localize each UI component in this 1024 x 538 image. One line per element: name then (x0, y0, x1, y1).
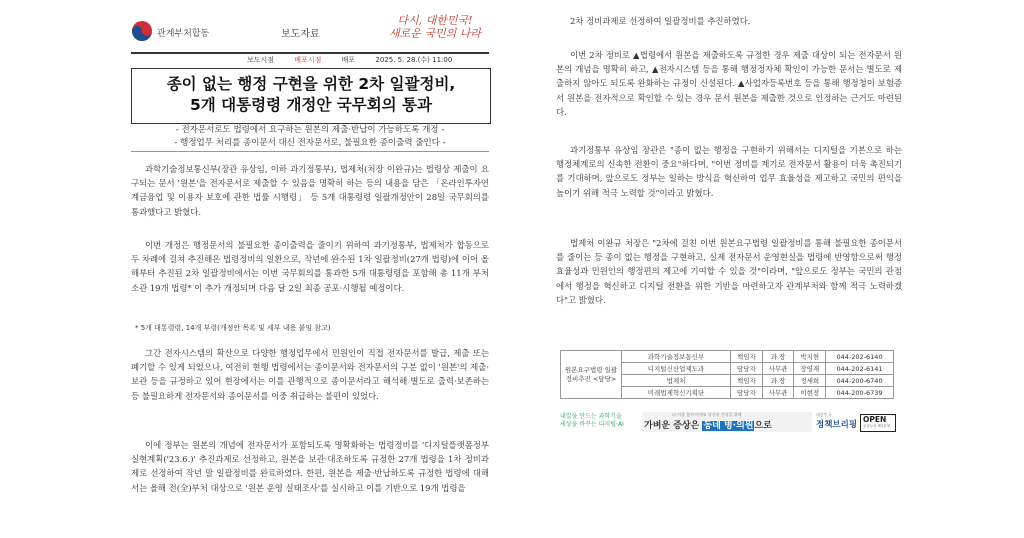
paragraph (556, 143, 902, 200)
tel: 044-200-6740 (826, 375, 894, 387)
contact-table (560, 350, 894, 399)
footnote: * 5개 대통령령, 14개 부령(개정안 목록 및 세부 내용 붙임 참고) (135, 324, 331, 332)
rank: 과 장 (762, 375, 794, 387)
paragraph (131, 238, 489, 295)
title-box (131, 68, 491, 124)
paragraph (556, 14, 902, 28)
paragraph-text: 2차 정비과제로 선정하여 일괄정비를 추진하였다. (570, 16, 751, 26)
role: 책임자 (731, 351, 763, 363)
role: 책임자 (731, 375, 763, 387)
rank: 사무관 (762, 387, 794, 399)
role: 담당자 (731, 387, 763, 399)
government-logo (131, 20, 227, 44)
press-header (131, 10, 489, 54)
release-date: 2025. 5. 28.(수) 11:00 (375, 56, 453, 64)
brand-small: 대한민국 (816, 412, 832, 417)
subtitle-1: - 전자문서로도 법령에서 요구하는 원본의 제출·반납이 가능하도록 개정 - (175, 125, 445, 135)
release-meta (247, 55, 470, 65)
ad-small-text: 더 이상 참지 마세요 당신의 건강을 위해 (672, 412, 742, 417)
name: 정세희 (794, 375, 826, 387)
org2: 법제처 (622, 375, 731, 387)
ad-headline (644, 418, 772, 431)
press-type: 보도자료 (281, 29, 320, 40)
slogan-line2: 새로운 국민의 나라 (389, 27, 482, 40)
footer-banners (560, 412, 894, 434)
ad-suffix: 으로 (754, 421, 772, 431)
ad-highlight: 동네 병·의원 (703, 421, 754, 431)
open-license-badge (860, 414, 896, 432)
tel: 044-202-6140 (826, 351, 894, 363)
contact-group: 원본요구법령 일괄정비추진 <담당> (561, 351, 622, 399)
org1-dept: 디지털신산업제도과 (622, 363, 731, 375)
paragraph-text: 법제처 이완규 처장은 "2차에 걸친 이번 원본요구법령 일괄정비를 통해 불필요한 종이문서를 줄이는 등 종이 없는 행정을 구현하고, 실제 전자문서 운영현실을 법령에 반영함으로써 행정 효율성과 민원인의 행정편의 제고에 기여할 수 있을 것"이라며, "앞으로도 정부는 국민의 관점에서 행정을 혁신하고 디지털 전환을 위한 기반을 마련하고자 관계부처와 함께 적극 노력하겠다"고 밝혔다. (556, 238, 902, 305)
open-label: OPEN (863, 415, 887, 424)
ministry-logo-text: 관계부처합동 (157, 29, 210, 39)
paragraph-text: 과기정통부 유상임 장관은 "종이 없는 행정을 구현하기 위해서는 디지털을 기본으로 하는 행정체계로의 신속한 전환이 중요"하다며, "이번 정비를 계기로 전자문서 활용이 더욱 촉진되기를 기대하며, 앞으로도 정부는 일하는 방식을 혁신하여 업무 효율성을 제고하고 국민의 편익을 높이기 위해 적극 노력할 것"이라고 밝혔다. (556, 145, 902, 198)
org2-dept: 미래법제혁신기획단 (622, 387, 731, 399)
name: 이현정 (794, 387, 826, 399)
paragraph-text: 그간 전자시스템의 확산으로 다양한 행정업무에서 민원인이 직접 전자문서를 발급, 제출 또는 폐기할 수 있게 되었으나, 여전히 현행 법령에서는 종이문서와 전자문서의 구분 없이 '원본'의 제출·보관 등을 규정하고 있어 현장에서는 이를 관행적으로 종이문서라고 해석해 별도로 출력·보존하는 등 불필요하게 전자문서와 종이문서를 이중 취급하는 불편이 있었다. (131, 348, 489, 401)
subtitle-2: - 행정업무 처리를 종이문서 대신 전자문서로, 불필요한 종이출력 줄인다 - (174, 138, 446, 148)
paragraph (131, 162, 489, 219)
taegeuk-icon (131, 20, 153, 42)
campaign-line2: 세상을 바꾸는 디지털·AI (560, 421, 624, 428)
title-line1: 종이 없는 행정 구현을 위한 2차 일괄정비, (166, 75, 456, 93)
open-sub: 공공누리 제1유형 (863, 424, 891, 428)
name: 박지현 (794, 351, 826, 363)
paragraph-text: 과학기술정보통신부(장관 유상임, 이하 과기정통부), 법제처(처장 이완규)는 법령상 제출이 요구되는 문서 '원본'을 전자문서로 제출할 수 있음을 명확히 하는 등의 내용을 담은 「온라인투자연계금융업 및 이용자 보호에 관한 법률 시행령」 등 5개 대통령령 일괄개정안이 28일 국무회의를 통과했다고 밝혔다. (131, 164, 489, 217)
slogan-line1: 다시, 대한민국! (397, 14, 473, 27)
paragraph (556, 236, 902, 307)
org1: 과학기술정보통신부 (622, 351, 731, 363)
title-line2: 5개 대통령령 개정안 국무회의 통과 (190, 96, 432, 114)
paragraph-text: 이번 개정은 행정문서의 불필요한 종이출력을 줄이기 위하여 과기정통부, 법제처가 합동으로 두 차례에 걸쳐 추진해온 법령정비의 일환으로, 작년에 완수된 1차 일괄정비(27개 법령)에 이어 올해부터 추진된 2차 일괄정비에서는 이번 국무회의를 통과한 5개 대통령령을 포함해 총 11개 부처 소관 19개 법령* 이 추가 개정되며 다음 달 2일 최종 공포·시행될 예정이다. (131, 240, 489, 293)
paragraph-text: 이에 정부는 원본의 개념에 전자문서가 포함되도록 명확화하는 법령정비를 '디지털플랫폼정부 실현계획('23.6.)' 추진과제로 선정하고, 원본을 보관·대조하도록 규정한 27개 법령을 1차 정비과제로 선정하여 작년 말 일괄정비를 완료하였다. 한편, 원본을 제출·반납하도록 규정한 법령에 대해서는 올해 전(全)부처 대상으로 '원본 운영 실태조사'를 실시하고 이를 기반으로 19개 법령을 (131, 440, 489, 493)
campaign-line1: 내일을 만드는 과학기술 (560, 413, 622, 420)
rank: 과 장 (762, 351, 794, 363)
role: 담당자 (731, 363, 763, 375)
release-label: 배포 (341, 56, 356, 64)
health-ad-banner (642, 412, 812, 432)
divider (131, 151, 489, 152)
campaign-banner (560, 413, 624, 429)
brand-name: 정책브리핑 (816, 420, 858, 430)
paragraph-text: 이번 2차 정비로 ▲법령에서 원본을 제출하도록 규정한 경우 제출 대상이 되는 전자문서 원본의 개념을 명확히 하고, ▲전자시스템 등을 통해 행정정자체 확인이 가능한 문서는 별도로 제출하지 않아도 되도록 완화하는 규정이 신설된다. ▲사업자등록번호 등을 통해 행정청이 보험증서 원본을 전자적으로 확인할 수 있는 경우 문서 원본을 제출한 것으로 인정하는 근거도 마련된다. (556, 50, 902, 117)
slogan (389, 14, 481, 40)
tel: 044-200-6739 (826, 387, 894, 399)
distribution-label: 배포시점 (294, 56, 322, 64)
page-left (117, 0, 503, 538)
paragraph (131, 346, 489, 403)
tel: 044-202-6141 (826, 363, 894, 375)
rank: 사무관 (762, 363, 794, 375)
policy-briefing-logo (814, 412, 856, 432)
page-right (546, 0, 908, 538)
paragraph (556, 48, 902, 119)
ad-prefix: 가벼운 증상은 (644, 421, 700, 431)
name: 장영재 (794, 363, 826, 375)
subtitles (131, 124, 489, 150)
embargo-label: 보도시점 (247, 56, 275, 64)
paragraph (131, 438, 489, 538)
